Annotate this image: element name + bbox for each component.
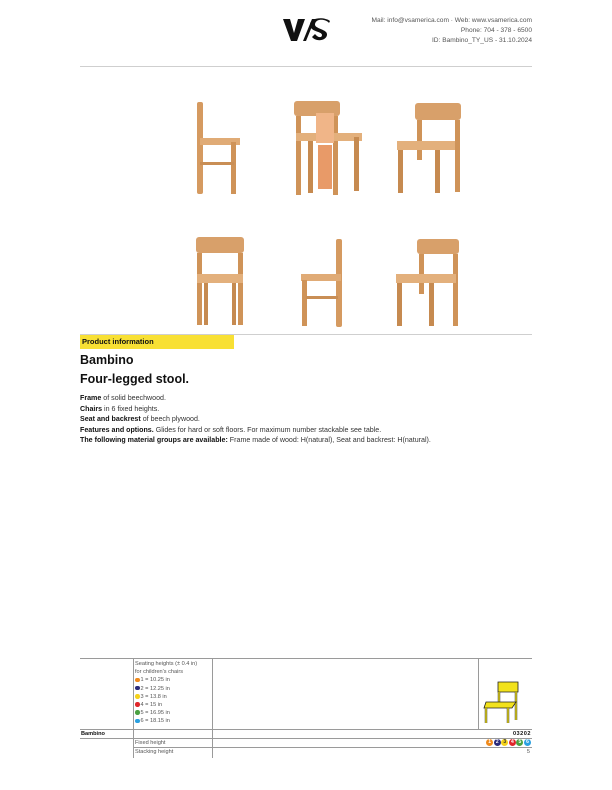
spec-table <box>80 658 532 758</box>
navy-dot-icon <box>135 686 140 691</box>
product-gallery <box>0 0 612 340</box>
stacking-height-label: Stacking height <box>135 749 174 755</box>
height-badge: 3 <box>501 739 508 746</box>
height-label: 5 = 16.95 in <box>140 710 170 717</box>
feature-text: Frame made of wood: H(natural), Seat and backrest: H(natural). <box>227 436 431 444</box>
product-title: Bambino <box>80 353 134 367</box>
chair-rear-three-quarter-image <box>393 238 465 328</box>
height-row <box>135 685 197 693</box>
fixed-height-badges <box>487 739 531 746</box>
chair-side-view-image <box>188 100 248 196</box>
table-rule <box>80 729 532 730</box>
table-border-top <box>80 658 532 659</box>
feature-text: of solid beechwood. <box>101 394 166 402</box>
height-row <box>135 693 197 701</box>
green-dot-icon <box>135 710 140 715</box>
heights-title: Seating heights (± 0.4 in) <box>135 661 198 667</box>
height-label: 1 = 10.25 in <box>140 677 170 684</box>
feature-chairs <box>80 404 540 415</box>
chair-three-quarter-image <box>393 101 465 195</box>
feature-label: Features and options. <box>80 425 154 434</box>
contact-line: Mail: info@vsamerica.com · Web: www.vsamerica.com <box>371 17 532 24</box>
height-label: 3 = 13.8 in <box>140 693 167 700</box>
feature-options <box>80 425 540 436</box>
feature-label: Seat and backrest <box>80 415 141 423</box>
feature-text: Glides for hard or soft floors. For maximum number stackable see table. <box>153 425 382 434</box>
feature-seat <box>80 414 540 425</box>
chair-thumbnail-icon <box>480 678 528 726</box>
table-product-name: Bambino <box>81 731 105 737</box>
height-label: 2 = 12.25 in <box>140 685 170 692</box>
height-row <box>135 717 197 725</box>
table-col-line <box>212 658 213 758</box>
chair-side-view-right-image <box>296 238 352 328</box>
height-badge: 6 <box>524 739 531 746</box>
height-label: 6 = 18.15 in <box>140 718 170 725</box>
fixed-height-label: Fixed height <box>135 740 166 746</box>
stacking-height-value: 5 <box>526 749 530 755</box>
height-row <box>135 709 197 717</box>
document-id: ID: Bambino_TY_US - 31.10.2024 <box>431 37 532 44</box>
seating-heights-legend <box>135 660 197 726</box>
height-badge: 2 <box>494 739 501 746</box>
feature-text: in 6 fixed heights. <box>102 404 160 413</box>
product-information-badge: Product information <box>80 335 234 349</box>
heights-subtitle: for children's chairs <box>135 669 184 676</box>
table-col-line <box>478 658 479 730</box>
feature-materials <box>80 435 540 446</box>
height-badge: 1 <box>486 739 493 746</box>
product-subtitle: Four-legged stool. <box>80 372 190 386</box>
height-badge: 5 <box>516 739 523 746</box>
chair-front-view-image <box>194 236 246 326</box>
red-dot-icon <box>135 702 140 707</box>
table-col-line <box>133 658 134 758</box>
yellow-dot-icon <box>135 694 140 699</box>
feature-label: Chairs <box>80 404 103 413</box>
orange-dot-icon <box>135 678 140 683</box>
feature-frame <box>80 393 540 404</box>
height-row <box>135 701 197 709</box>
feature-label: Frame <box>80 394 102 402</box>
feature-label: The following material groups are available: <box>80 436 228 444</box>
height-badge: 4 <box>509 739 516 746</box>
table-rule <box>133 747 532 748</box>
product-code: 03202 <box>512 731 531 737</box>
phone-line: Phone: 704 - 378 - 6500 <box>460 27 532 34</box>
height-label: 4 = 15 in <box>140 702 163 709</box>
feature-text: of beech plywood. <box>140 415 200 423</box>
height-row <box>135 676 197 684</box>
product-description <box>80 393 540 446</box>
blue-dot-icon <box>135 719 140 724</box>
table-rule <box>80 738 532 739</box>
chairs-stacked-image <box>288 97 363 197</box>
